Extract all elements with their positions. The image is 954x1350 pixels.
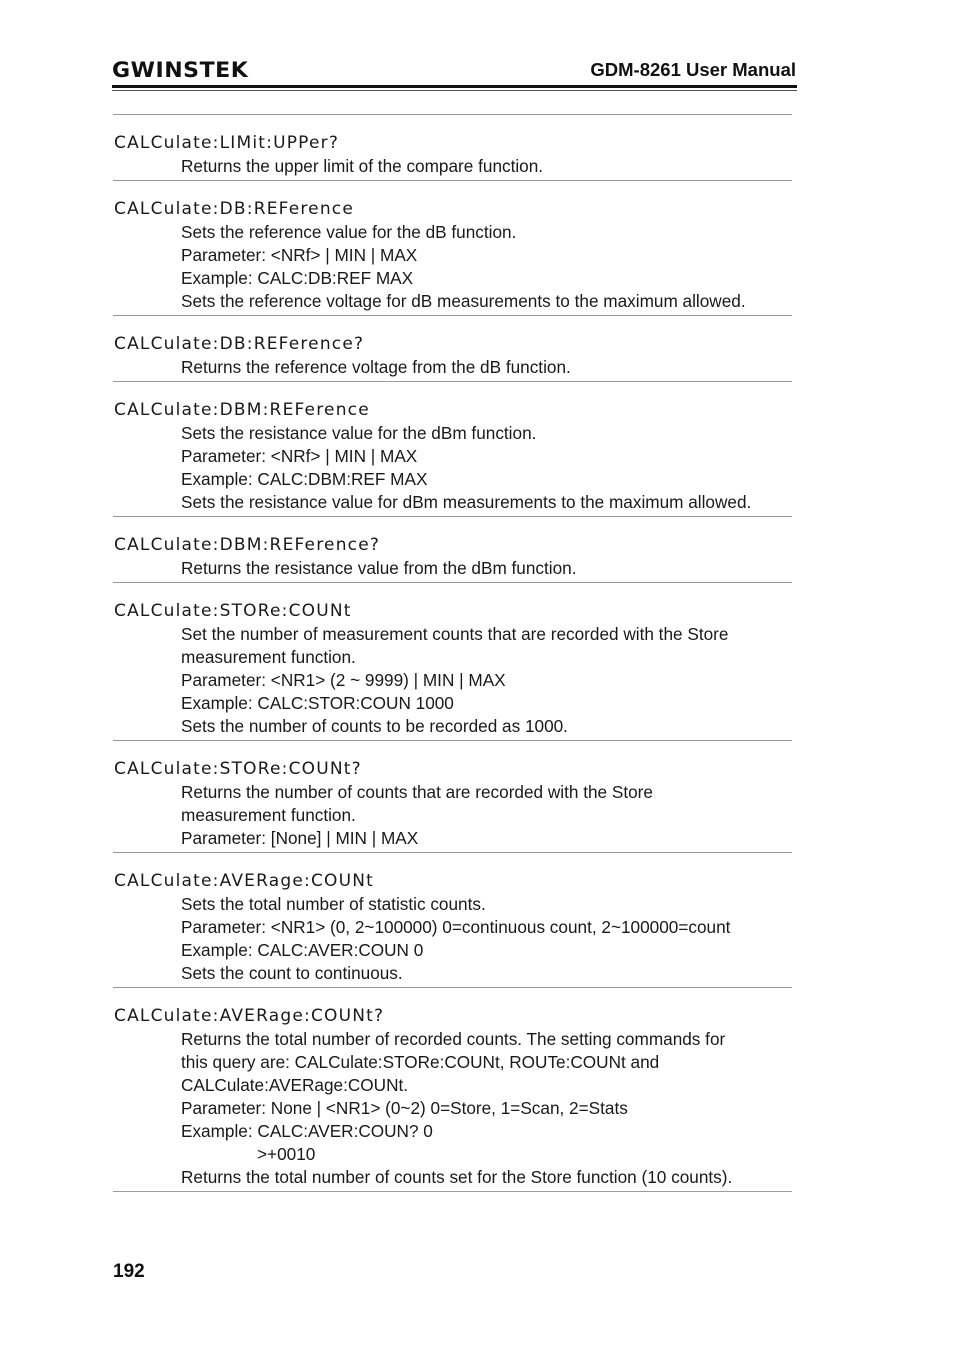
parameter-line: Parameter: <NR1> (0, 2~100000) 0=continuous count, 2~100000=count [181,917,731,937]
example-line: Example: CALC:DBM:REF MAX [181,469,428,489]
command-name: CALCulate:AVERage:COUNt? [114,1006,385,1026]
command-entry [113,853,792,988]
parameter-line: Parameter: [None] | MIN | MAX [181,828,419,848]
command-name: CALCulate:DB:REFerence [114,199,355,219]
command-list [113,115,792,1192]
manual-title: GDM-8261 User Manual [590,59,796,80]
command-entry [113,988,792,1192]
description-line: CALCulate:AVERage:COUNt. [181,1075,409,1095]
command-entry [113,583,792,741]
description-line: this query are: CALCulate:STORe:COUNt, ROUTe:COUNt and [181,1052,660,1072]
command-name: CALCulate:DBM:REFerence? [114,535,381,555]
description-line: Set the number of measurement counts that are recorded with the Store [181,624,729,644]
gwinstek-logo: GWINSTEK [112,58,249,82]
command-entry [113,115,792,181]
command-entry [113,382,792,517]
page-header [112,56,796,88]
description-line: Sets the reference voltage for dB measurements to the maximum allowed. [181,291,746,311]
command-name: CALCulate:STORe:COUNt [114,601,352,621]
parameter-line: Parameter: <NR1> (2 ~ 9999) | MIN | MAX [181,670,506,690]
example-line: Example: CALC:STOR:COUN 1000 [181,693,454,713]
description-line: Sets the resistance value for the dBm function. [181,423,537,443]
command-entry [113,316,792,382]
command-name: CALCulate:DB:REFerence? [114,334,365,354]
description-line: measurement function. [181,647,356,667]
command-entry [113,517,792,583]
example-response-line: >+0010 [257,1144,316,1164]
command-name: CALCulate:AVERage:COUNt [114,871,375,891]
header-rule-thick [112,85,797,88]
description-line: Sets the resistance value for dBm measurements to the maximum allowed. [181,492,752,512]
example-line: Example: CALC:AVER:COUN? 0 [181,1121,433,1141]
description-line: Sets the total number of statistic counts. [181,894,486,914]
command-entry [113,181,792,316]
page-number: 192 [113,1261,145,1282]
description-line: measurement function. [181,805,356,825]
parameter-line: Parameter: None | <NR1> (0~2) 0=Store, 1=Scan, 2=Stats [181,1098,628,1118]
description-line: Returns the total number of recorded counts. The setting commands for [181,1029,726,1049]
parameter-line: Parameter: <NRf> | MIN | MAX [181,245,418,265]
command-entry [113,741,792,853]
description-line: Sets the number of counts to be recorded as 1000. [181,716,568,736]
description-line: Returns the resistance value from the dBm function. [181,558,577,578]
description-line: Sets the reference value for the dB function. [181,222,517,242]
header-rule-thin [112,90,797,91]
description-line: Returns the upper limit of the compare function. [181,156,544,176]
command-name: CALCulate:DBM:REFerence [114,400,370,420]
description-line: Returns the total number of counts set for the Store function (10 counts). [181,1167,733,1187]
parameter-line: Parameter: <NRf> | MIN | MAX [181,446,418,466]
command-name: CALCulate:LIMit:UPPer? [114,133,340,153]
command-name: CALCulate:STORe:COUNt? [114,759,362,779]
example-line: Example: CALC:DB:REF MAX [181,268,414,288]
description-line: Returns the reference voltage from the dB function. [181,357,571,377]
description-line: Sets the count to continuous. [181,963,403,983]
example-line: Example: CALC:AVER:COUN 0 [181,940,424,960]
description-line: Returns the number of counts that are recorded with the Store [181,782,653,802]
